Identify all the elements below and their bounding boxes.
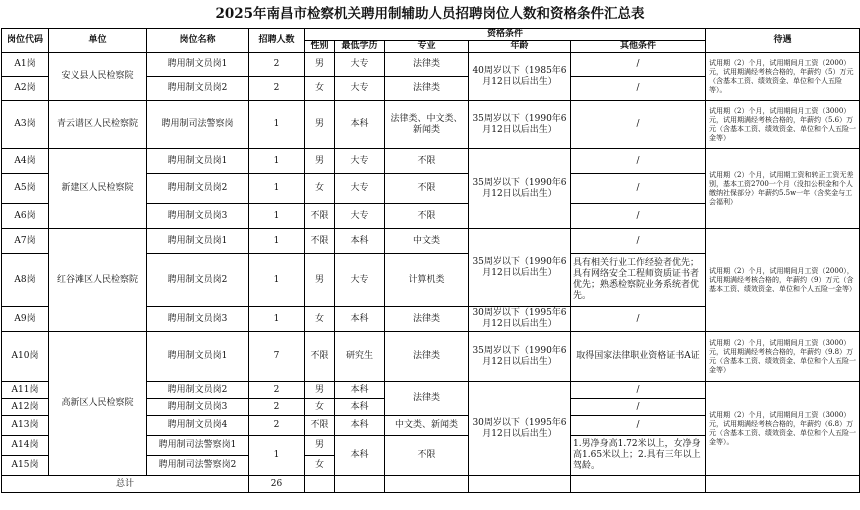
other-cell: / bbox=[571, 101, 706, 149]
code-cell: A3岗 bbox=[2, 101, 49, 149]
total-value: 26 bbox=[249, 476, 305, 493]
unit-cell: 青云谱区人民检察院 bbox=[49, 101, 147, 149]
unit-cell: 高新区人民检察院 bbox=[49, 332, 147, 476]
unit-cell: 新建区人民检察院 bbox=[49, 149, 147, 229]
code-cell: A15岗 bbox=[2, 456, 49, 476]
gender-cell: 女 bbox=[305, 399, 335, 416]
position-cell: 聘用制文员岗3 bbox=[147, 399, 249, 416]
major-cell: 中文类、新闻类 bbox=[385, 416, 469, 436]
major-cell: 计算机类 bbox=[385, 254, 469, 307]
code-cell: A8岗 bbox=[2, 254, 49, 307]
other-cell: / bbox=[571, 307, 706, 332]
position-cell: 聘用制文员岗1 bbox=[147, 332, 249, 382]
table-row bbox=[2, 332, 860, 382]
count-cell: 1 bbox=[249, 174, 305, 204]
code-cell: A10岗 bbox=[2, 332, 49, 382]
education-cell: 大专 bbox=[335, 254, 385, 307]
age-cell: 35周岁以下（1990年6月12日以后出生） bbox=[469, 229, 571, 307]
education-cell: 大专 bbox=[335, 174, 385, 204]
major-cell: 不限 bbox=[385, 174, 469, 204]
code-cell: A12岗 bbox=[2, 399, 49, 416]
gender-cell: 男 bbox=[305, 436, 335, 456]
other-cell: / bbox=[571, 53, 706, 77]
major-cell: 法律类 bbox=[385, 307, 469, 332]
major-cell: 不限 bbox=[385, 204, 469, 229]
position-cell: 聘用制文员岗4 bbox=[147, 416, 249, 436]
header-count: 招聘人数 bbox=[249, 29, 305, 53]
education-cell: 大专 bbox=[335, 53, 385, 77]
position-cell: 聘用制文员岗1 bbox=[147, 53, 249, 77]
count-cell: 2 bbox=[249, 77, 305, 101]
other-cell: / bbox=[571, 204, 706, 229]
position-cell: 聘用制文员岗2 bbox=[147, 254, 249, 307]
code-cell: A4岗 bbox=[2, 149, 49, 174]
count-cell: 1 bbox=[249, 229, 305, 254]
position-cell: 聘用制司法警察岗2 bbox=[147, 456, 249, 476]
position-cell: 聘用制文员岗1 bbox=[147, 229, 249, 254]
header-other: 其他条件 bbox=[571, 41, 706, 53]
count-cell: 1 bbox=[249, 204, 305, 229]
header-age: 年龄 bbox=[469, 41, 571, 53]
treatment-cell: 试用期（2）个月，试用期间月工资（3000）元，试用期满经考核合格的，年薪约（5.6）万元（含基本工资、绩效资金、单位和个人五险一金等） bbox=[706, 101, 860, 149]
gender-cell: 男 bbox=[305, 254, 335, 307]
table-row bbox=[2, 229, 860, 254]
position-cell: 聘用制司法警察岗 bbox=[147, 101, 249, 149]
education-cell: 大专 bbox=[335, 204, 385, 229]
total-label: 总计 bbox=[2, 476, 249, 493]
code-cell: A2岗 bbox=[2, 77, 49, 101]
gender-cell: 男 bbox=[305, 149, 335, 174]
other-cell: / bbox=[571, 399, 706, 416]
other-cell: / bbox=[571, 229, 706, 254]
education-cell: 本科 bbox=[335, 229, 385, 254]
education-cell: 大专 bbox=[335, 77, 385, 101]
table-row bbox=[2, 101, 860, 149]
other-cell: / bbox=[571, 174, 706, 204]
treatment-cell: 试用期（2）个月，试用期间月工资（3000）元，试用期满经考核合格的，年薪约（6.8）万元（含基本工资、绩效资金、单位和个人五险一金等）。 bbox=[706, 382, 860, 476]
gender-cell: 女 bbox=[305, 456, 335, 476]
header-major: 专业 bbox=[385, 41, 469, 53]
major-cell: 不限 bbox=[385, 436, 469, 476]
major-cell: 不限 bbox=[385, 149, 469, 174]
code-cell: A9岗 bbox=[2, 307, 49, 332]
gender-cell: 男 bbox=[305, 53, 335, 77]
position-cell: 聘用制文员岗1 bbox=[147, 149, 249, 174]
education-cell: 本科 bbox=[335, 307, 385, 332]
gender-cell: 不限 bbox=[305, 204, 335, 229]
position-cell: 聘用制文员岗3 bbox=[147, 307, 249, 332]
education-cell: 研究生 bbox=[335, 332, 385, 382]
age-cell: 35周岁以下（1990年6月12日以后出生） bbox=[469, 101, 571, 149]
gender-cell: 女 bbox=[305, 77, 335, 101]
count-cell: 1 bbox=[249, 254, 305, 307]
age-cell: 35周岁以下（1990年6月12日以后出生） bbox=[469, 332, 571, 382]
count-cell: 2 bbox=[249, 382, 305, 399]
code-cell: A14岗 bbox=[2, 436, 49, 456]
age-cell: 30周岁以下（1995年6月12日以后出生） bbox=[469, 382, 571, 476]
major-cell: 法律类、中文类、新闻类 bbox=[385, 101, 469, 149]
gender-cell: 不限 bbox=[305, 416, 335, 436]
age-cell: 35周岁以下（1990年6月12日以后出生） bbox=[469, 149, 571, 229]
major-cell: 法律类 bbox=[385, 382, 469, 416]
other-cell: 具有相关行业工作经验者优先；具有网络安全工程师资质证书者优先；熟悉检察院业务系统者优先。 bbox=[571, 254, 706, 307]
position-cell: 聘用制文员岗2 bbox=[147, 174, 249, 204]
position-cell: 聘用制文员岗3 bbox=[147, 204, 249, 229]
header-treatment: 待遇 bbox=[706, 29, 860, 53]
gender-cell: 女 bbox=[305, 174, 335, 204]
count-cell: 1 bbox=[249, 307, 305, 332]
position-cell: 聘用制文员岗2 bbox=[147, 77, 249, 101]
other-cell: / bbox=[571, 416, 706, 436]
age-cell: 40周岁以下（1985年6月12日以后出生） bbox=[469, 53, 571, 101]
header-gender: 性别 bbox=[305, 41, 335, 53]
count-cell: 1 bbox=[249, 149, 305, 174]
gender-cell: 男 bbox=[305, 382, 335, 399]
gender-cell: 不限 bbox=[305, 332, 335, 382]
education-cell: 本科 bbox=[335, 399, 385, 416]
unit-cell: 安义县人民检察院 bbox=[49, 53, 147, 101]
header-education: 最低学历 bbox=[335, 41, 385, 53]
education-cell: 本科 bbox=[335, 416, 385, 436]
header-unit: 单位 bbox=[49, 29, 147, 53]
code-cell: A7岗 bbox=[2, 229, 49, 254]
page-title: 2025年南昌市检察机关聘用制辅助人员招聘岗位人数和资格条件汇总表 bbox=[215, 6, 645, 22]
code-cell: A6岗 bbox=[2, 204, 49, 229]
major-cell: 中文类 bbox=[385, 229, 469, 254]
major-cell: 法律类 bbox=[385, 332, 469, 382]
gender-cell: 不限 bbox=[305, 229, 335, 254]
education-cell: 本科 bbox=[335, 436, 385, 476]
header-qualifications: 资格条件 bbox=[305, 29, 706, 41]
other-cell: / bbox=[571, 382, 706, 399]
gender-cell: 男 bbox=[305, 101, 335, 149]
treatment-cell: 试用期（2）个月，试用期工资和转正工资无差别，基本工资2700一个月（没扣公积金和个人缴纳社保部分）年薪约5.5w一年（含奖金与工会福利） bbox=[706, 149, 860, 229]
other-cell: 取得国家法律职业资格证书A证 bbox=[571, 332, 706, 382]
code-cell: A11岗 bbox=[2, 382, 49, 399]
unit-cell: 红谷滩区人民检察院 bbox=[49, 229, 147, 332]
position-cell: 聘用制文员岗2 bbox=[147, 382, 249, 399]
code-cell: A5岗 bbox=[2, 174, 49, 204]
count-cell: 2 bbox=[249, 53, 305, 77]
total-row bbox=[2, 476, 860, 493]
header-code: 岗位代码 bbox=[2, 29, 49, 53]
code-cell: A1岗 bbox=[2, 53, 49, 77]
education-cell: 大专 bbox=[335, 149, 385, 174]
other-cell: / bbox=[571, 149, 706, 174]
gender-cell: 女 bbox=[305, 307, 335, 332]
education-cell: 本科 bbox=[335, 382, 385, 399]
header-position: 岗位名称 bbox=[147, 29, 249, 53]
count-cell: 2 bbox=[249, 416, 305, 436]
count-cell: 1 bbox=[249, 101, 305, 149]
treatment-cell: 试用期（2）个月，试用期间月工资（2000），试用期满经考核合格的，年薪约（9）万元（含基本工资、绩效资金、单位和个人五险一金等） bbox=[706, 229, 860, 332]
other-cell: / bbox=[571, 77, 706, 101]
major-cell: 法律类 bbox=[385, 77, 469, 101]
treatment-cell: 试用期（2）个月，试用期间月工资（2000）元，试用期满经考核合格的，年薪约（5）万元（含基本工资、绩效资金、单位和个人五险等）。 bbox=[706, 53, 860, 101]
other-cell: 1.男净身高1.72米以上，女净身高1.65米以上；2.具有三年以上驾龄。 bbox=[571, 436, 706, 476]
age-cell: 30周岁以下（1995年6月12日以后出生） bbox=[469, 307, 571, 332]
education-cell: 本科 bbox=[335, 101, 385, 149]
count-cell: 1 bbox=[249, 436, 305, 476]
table-row bbox=[2, 149, 860, 174]
treatment-cell: 试用期（2）个月，试用期间月工资（3000）元，试用期满经考核合格的，年薪约（9.8）万元（含基本工资、绩效资金、单位和个人五险一金等） bbox=[706, 332, 860, 382]
recruitment-table bbox=[1, 28, 860, 493]
major-cell: 法律类 bbox=[385, 53, 469, 77]
position-cell: 聘用制司法警察岗1 bbox=[147, 436, 249, 456]
code-cell: A13岗 bbox=[2, 416, 49, 436]
table-row bbox=[2, 53, 860, 77]
count-cell: 2 bbox=[249, 399, 305, 416]
count-cell: 7 bbox=[249, 332, 305, 382]
